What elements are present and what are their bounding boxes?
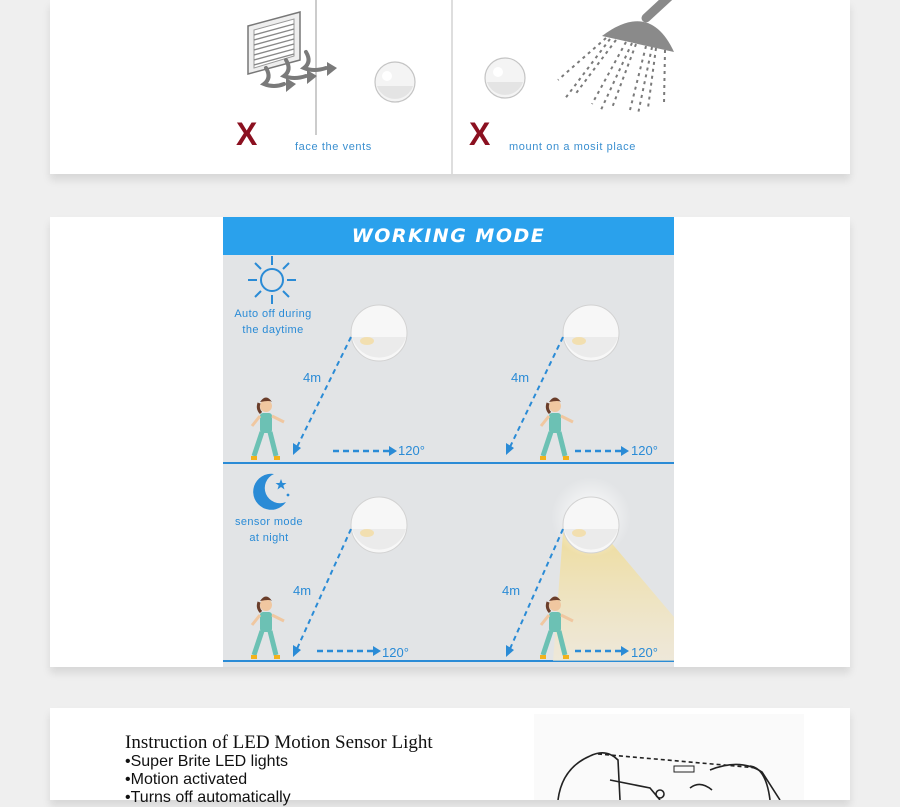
distance-label: 4m — [303, 370, 322, 385]
angle-label: 120° — [398, 443, 425, 458]
sensor-lamp — [563, 305, 619, 361]
angle-label: 120° — [631, 645, 658, 660]
distance-label: 4m — [502, 583, 521, 598]
warning-caption: face the vents — [295, 141, 372, 153]
sensor-light — [485, 58, 525, 98]
working-mode-section — [50, 217, 850, 667]
sun-icon — [248, 256, 296, 304]
instruction-item-text: Super Brite LED lights — [130, 753, 289, 770]
instructions-title: Instruction of LED Motion Sensor Light — [125, 732, 433, 753]
instruction-item: •Super Brite LED lights — [125, 753, 289, 770]
daytime-caption-line: the daytime — [242, 324, 304, 336]
night-caption — [223, 514, 315, 546]
instruction-item: •Motion activated — [125, 771, 248, 788]
sensor-lamp — [351, 305, 407, 361]
warnings-illustration — [50, 0, 850, 174]
angle-label: 120° — [631, 443, 658, 458]
vent-icon — [248, 12, 300, 74]
warnings-section — [50, 0, 850, 174]
walking-person — [251, 597, 284, 658]
detection-arrowheads — [293, 443, 514, 657]
walking-person — [540, 398, 573, 459]
product-line-drawing — [50, 708, 850, 800]
night-caption-line: at night — [249, 532, 289, 544]
moon-icon — [253, 474, 289, 510]
warning-caption: mount on a mosit place — [509, 141, 636, 153]
angle-label: 120° — [382, 645, 409, 660]
distance-label: 4m — [511, 370, 530, 385]
working-mode-illustration — [223, 217, 674, 667]
sensor-lamp — [351, 497, 407, 553]
daytime-caption-line: Auto off during — [234, 308, 312, 320]
not-allowed-mark: X — [236, 116, 258, 152]
daytime-caption — [225, 306, 321, 338]
shower-icon — [558, 0, 674, 114]
not-allowed-mark: X — [469, 116, 491, 152]
night-caption-line: sensor mode — [235, 516, 303, 528]
working-mode-panel — [223, 217, 674, 667]
light-beam — [553, 533, 674, 661]
walking-person — [251, 398, 284, 459]
distance-label: 4m — [293, 583, 312, 598]
sensor-lamp — [563, 497, 619, 553]
instruction-item: •Turns off automatically — [125, 789, 291, 806]
instruction-item-text: Turns off automatically — [130, 789, 291, 806]
sensor-light — [375, 62, 415, 102]
working-mode-title: WORKING MODE — [351, 225, 546, 247]
instruction-item-text: Motion activated — [130, 771, 248, 788]
instructions-section — [50, 708, 850, 806]
